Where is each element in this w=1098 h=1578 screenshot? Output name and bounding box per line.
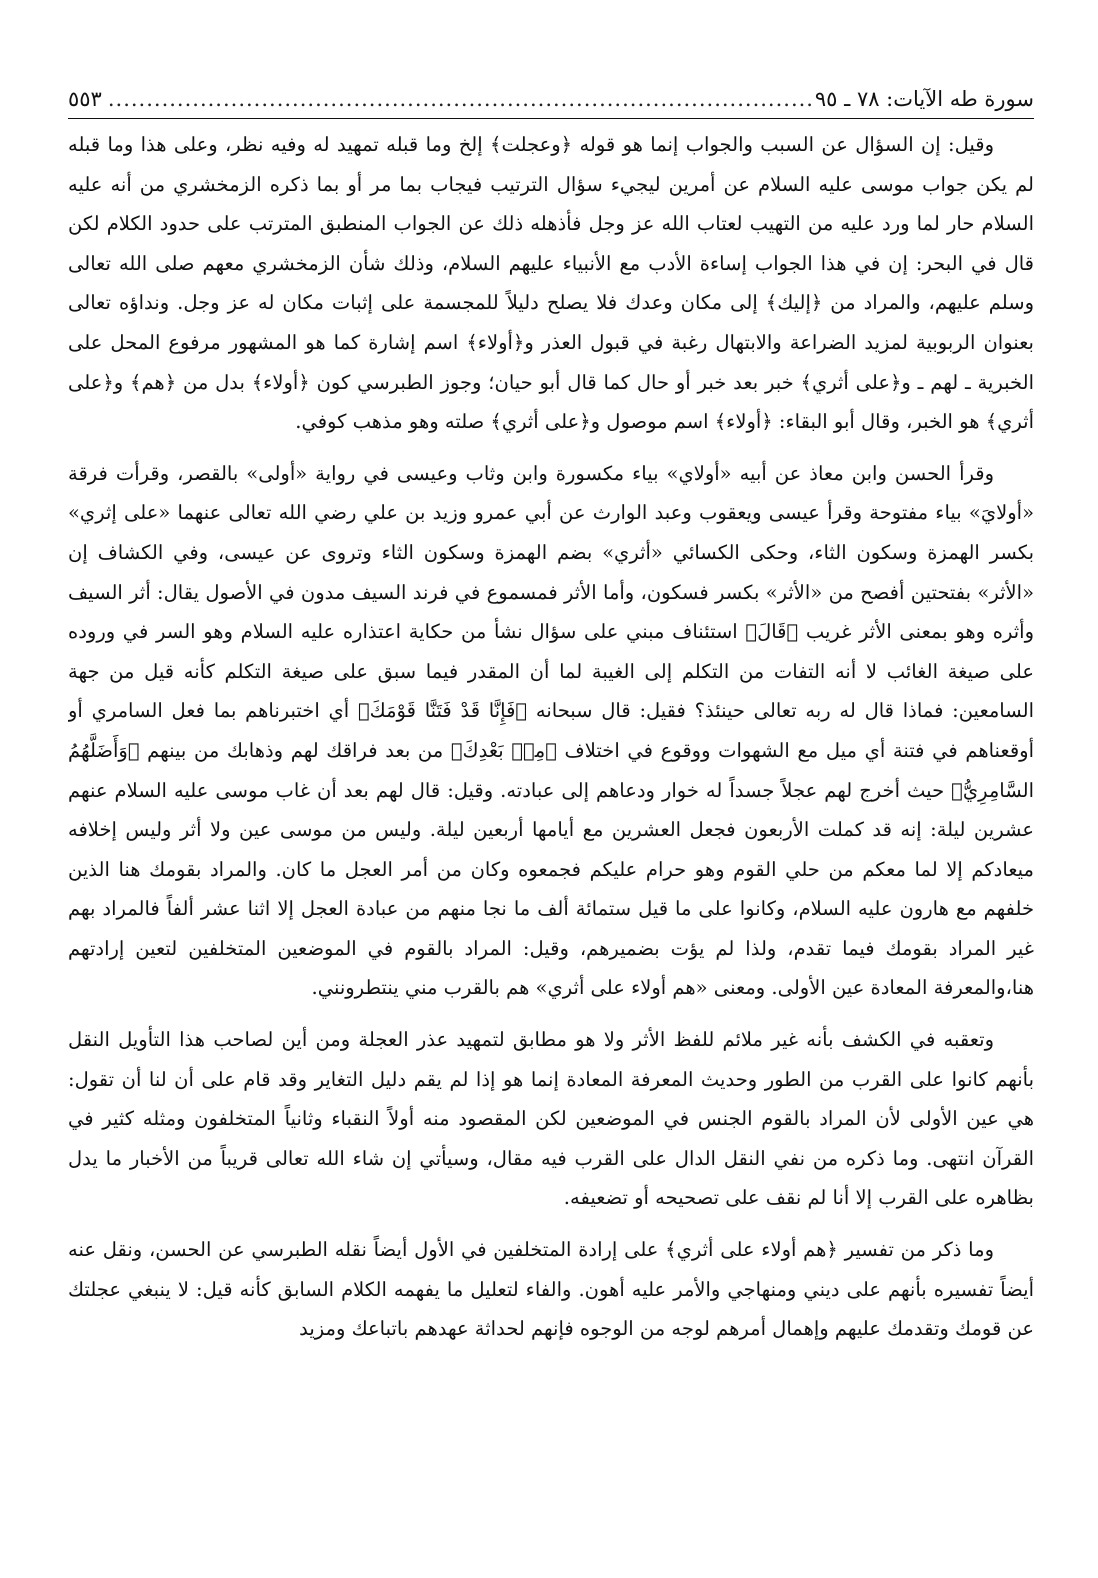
book-page [68, 80, 1034, 1560]
commentary-body [68, 125, 1034, 1349]
paragraph: وتعقبه في الكشف بأنه غير ملائم للفظ الأثر ولا هو مطابق لتمهيد عذر العجلة ومن أين لصاحب هذا التأويل النقل بأنهم كانوا على القرب من الطور وحديث المعرفة المعادة إنما هو إذا لم يقم دليل التغاير وقد قام على أن لنا أن تقول: هي عين الأولى لأن المراد بالقوم الجنس في الموضعين لكن المقصود منه أولاً النقباء وثانياً المتخلفون ومثله كثير في القرآن انتهى. وما ذكره من نفي النقل الدال على القرب فيه مقال، وسيأتي إن شاء الله تعالى قريباً من الأخبار ما يدل بظاهره على القرب إلا أنا لم نقف على تصحيحه أو تضعيفه. [68, 1028, 1034, 1210]
running-header [68, 80, 1034, 119]
header-dot-leader: ............................................................................................ [107, 87, 814, 111]
page-number: ٥٥٣ [68, 87, 102, 111]
paragraph: وقرأ الحسن وابن معاذ عن أبيه «أولاي» بياء مكسورة وابن وثاب وعيسى في رواية «أولى» بالقصر، وقرأت فرقة «أولايَ» بياء مفتوحة وقرأ عيسى ويعقوب وعبد الوارث عن أبي عمرو وزيد بن علي رضي الله تعالى عنهما «على إثري» بكسر الهمزة وسكون الثاء، وحكى الكسائي «أثري» بضم الهمزة وسكون الثاء وتروى عن عيسى، وفي الكشاف إن «الأثر» بفتحتين أفصح من «الأثر» بكسر فسكون، وأما الأثر فمسموع في فرند السيف مدون في الأصول يقال: أثر السيف وأثره وهو بمعنى الأثر غريب ﴿قَالَ﴾ استئناف مبني على سؤال نشأ من حكاية اعتذاره عليه السلام وهو السر في وروده على صيغة الغائب لا أنه التفات من التكلم إلى الغيبة لما أن المقدر فيما سبق على صيغة التكلم كأنه قيل من جهة السامعين: فماذا قال له ربه تعالى حينئذ؟ فقيل: قال سبحانه ﴿فَإِنَّا قَدْ فَتَنَّا قَوْمَكَ﴾ أي اختبرناهم بما فعل السامري أو أوقعناهم في فتنة أي ميل مع الشهوات ووقوع في اختلاف ﴿مِنۢ بَعْدِكَ﴾ من بعد فراقك لهم وذهابك من بينهم ﴿وَأَضَلَّهُمُ السَّامِرِيُّ﴾ حيث أخرج لهم عجلاً جسداً له خوار ودعاهم إلى عبادته. وقيل: قال لهم بعد أن غاب موسى عليه السلام عنهم عشرين ليلة: إنه قد كملت الأربعون فجعل العشرين مع أيامها أربعين ليلة. وليس من موسى عين ولا أثر وليس إخلافه ميعادكم إلا لما معكم من حلي القوم وهو حرام عليكم فجمعوه وكان من أمر العجل ما كان. والمراد بقومك هنا الذين خلفهم مع هارون عليه السلام، وكانوا على ما قيل ستمائة ألف ما نجا منهم من عبادة العجل إلا اثنا عشر ألفاً فالمراد بهم غير المراد بقومك فيما تقدم، ولذا لم يؤت بضميرهم، وقيل: المراد بالقوم في الموضعين المتخلفين لتعين إرادتهم هنا،والمعرفة المعادة عين الأولى. ومعنى «هم أولاء على أثري» هم بالقرب مني ينتطرونني. [68, 461, 1034, 1000]
surah-header-title: سورة طه الآيات: ٧٨ ـ ٩٥ [814, 87, 1034, 111]
paragraph: وما ذكر من تفسير ﴿هم أولاء على أثري﴾ على إرادة المتخلفين في الأول أيضاً نقله الطبرسي عن الحسن، ونقل عنه أيضاً تفسيره بأنهم على ديني ومنهاجي والأمر عليه أهون. والفاء لتعليل ما يفهمه الكلام السابق كأنه قيل: لا ينبغي عجلتك عن قومك وتقدمك عليهم وإهمال أمرهم لوجه من الوجوه فإنهم لحداثة عهدهم باتباعك ومزيد [68, 1238, 1034, 1341]
paragraph: وقيل: إن السؤال عن السبب والجواب إنما هو قوله ﴿وعجلت﴾ إلخ وما قبله تمهيد له وفيه نظر، وعلى هذا وما قبله لم يكن جواب موسى عليه السلام عن أمرين ليجيء سؤال الترتيب فيجاب بما مر أو بما ذكره الزمخشري من أنه عليه السلام حار لما ورد عليه من التهيب لعتاب الله عز وجل فأذهله ذلك عن الجواب المنطبق المترتب على حدود الكلام لكن قال في البحر: إن في هذا الجواب إساءة الأدب مع الأنبياء عليهم السلام، وذلك شأن الزمخشري معهم صلى الله تعالى وسلم عليهم، والمراد من ﴿إليك﴾ إلى مكان وعدك فلا يصلح دليلاً للمجسمة على إثبات مكان له عز وجل. ونداؤه تعالى بعنوان الربوبية لمزيد الضراعة والابتهال رغبة في قبول العذر و﴿أولاء﴾ اسم إشارة كما هو المشهور مرفوع المحل على الخبرية ـ لهم ـ و﴿على أثري﴾ خبر بعد خبر أو حال كما قال أبو حيان؛ وجوز الطبرسي كون ﴿أولاء﴾ بدل من ﴿هم﴾ و﴿على أثري﴾ هو الخبر، وقال أبو البقاء: ﴿أولاء﴾ اسم موصول و﴿على أثري﴾ صلته وهو مذهب كوفي. [68, 133, 1034, 434]
